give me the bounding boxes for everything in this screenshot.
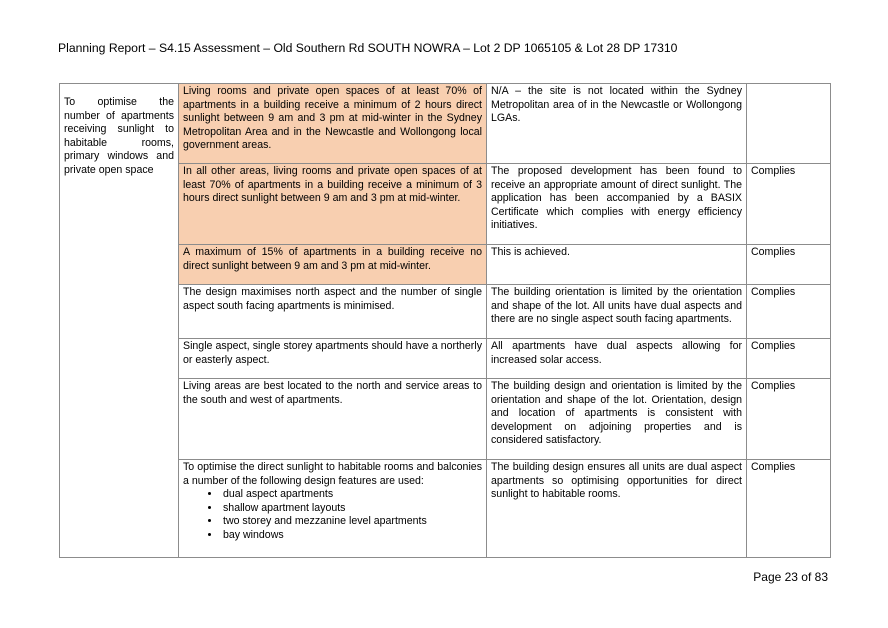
status-cell	[747, 84, 831, 164]
criteria-cell: The design maximises north aspect and the number of single aspect south facing apartments is minimised.	[179, 285, 487, 339]
criteria-cell: Living areas are best located to the north and service areas to the south and west of apartments.	[179, 379, 487, 460]
status-cell: Complies	[747, 164, 831, 245]
status-cell: Complies	[747, 339, 831, 379]
page-header: Planning Report – S4.15 Assessment – Old Southern Rd SOUTH NOWRA – Lot 2 DP 1065105 & Lot 28 DP 17310	[58, 41, 678, 55]
response-cell: The building orientation is limited by the orientation and shape of the lot. All units have dual aspects and there are no single aspect south facing apartments.	[487, 285, 747, 339]
response-cell: The proposed development has been found to receive an appropriate amount of direct sunlight. The application has been accompanied by a BASIX Certificate which complies with energy efficiency initiatives.	[487, 164, 747, 245]
criteria-cell: A maximum of 15% of apartments in a building receive no direct sunlight between 9 am and 3 pm at mid-winter.	[179, 245, 487, 285]
table-row	[60, 84, 831, 164]
list-item: • two storey and mezzanine level apartments	[221, 515, 482, 529]
objective-cell	[60, 84, 179, 558]
response-cell: The building design ensures all units are dual aspect apartments so optimising opportunities for direct sunlight to habitable rooms.	[487, 460, 747, 558]
objective-text: To optimise the number of apartments receiving sunlight to habitable rooms, primary windows and private open space	[64, 96, 174, 176]
criteria-cell: In all other areas, living rooms and private open spaces of at least 70% of apartments in a building receive a minimum of 3 hours direct sunlight between 9 am and 3 pm at mid-winter.	[179, 164, 487, 245]
status-cell: Complies	[747, 285, 831, 339]
list-item: • bay windows	[221, 529, 482, 543]
response-cell: N/A – the site is not located within the Sydney Metropolitan area of in the Newcastle or Wollongong LGAs.	[487, 84, 747, 164]
list-item: • dual aspect apartments	[221, 488, 482, 502]
response-cell: The building design and orientation is limited by the orientation and shape of the lot. Orientation, design and location of apartments is consistent with development on adjoining properties and is considered satisfactory.	[487, 379, 747, 460]
response-cell: All apartments have dual aspects allowing for increased solar access.	[487, 339, 747, 379]
design-features-list	[183, 488, 482, 542]
criteria-text: To optimise the direct sunlight to habitable rooms and balconies a number of the following design features are used:	[183, 461, 482, 487]
list-item: • shallow apartment layouts	[221, 502, 482, 516]
status-cell: Complies	[747, 245, 831, 285]
criteria-cell: Single aspect, single storey apartments should have a northerly or easterly aspect.	[179, 339, 487, 379]
criteria-cell: Living rooms and private open spaces of at least 70% of apartments in a building receive a minimum of 2 hours direct sunlight between 9 am and 3 pm at mid-winter in the Sydney Metropolitan Area and in the Newcastle and Wollongong local government areas.	[179, 84, 487, 164]
assessment-table	[59, 83, 831, 558]
page-number: Page 23 of 83	[753, 570, 828, 584]
criteria-cell	[179, 460, 487, 558]
status-cell: Complies	[747, 379, 831, 460]
status-cell: Complies	[747, 460, 831, 558]
response-cell: This is achieved.	[487, 245, 747, 285]
